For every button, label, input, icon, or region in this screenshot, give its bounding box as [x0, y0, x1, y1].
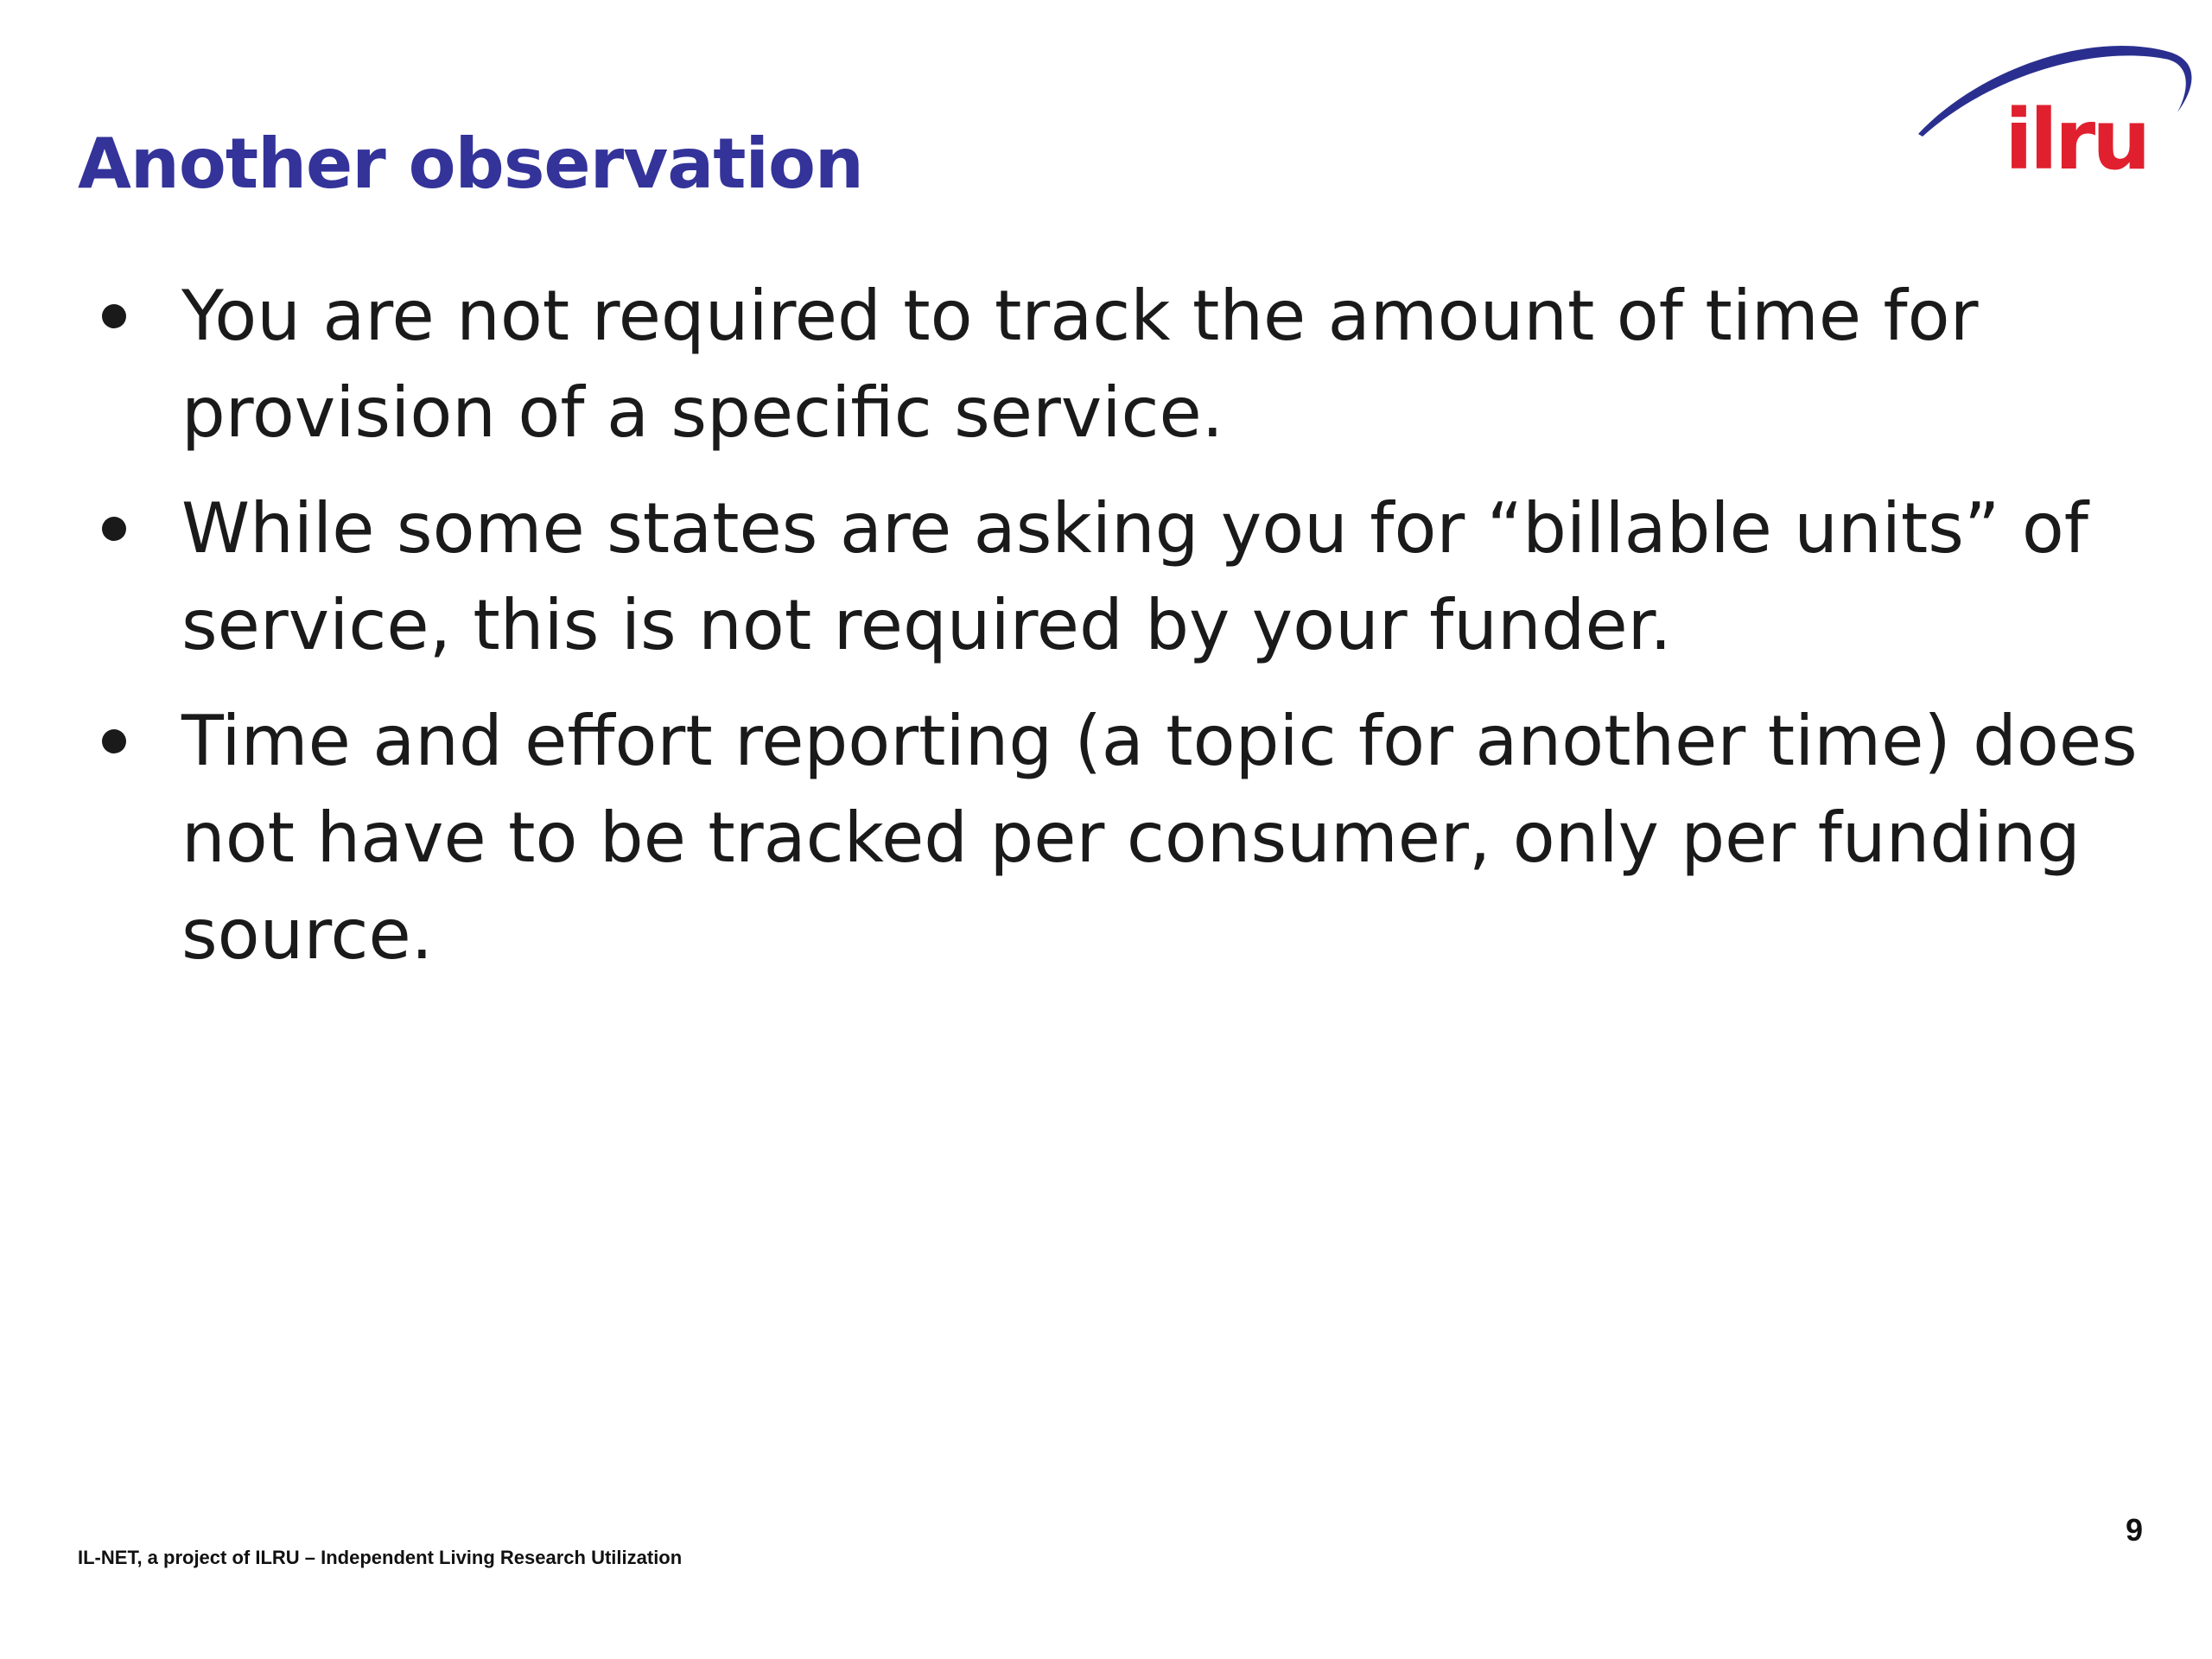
footer-text: IL-NET, a project of ILRU – Independent Living Research Utilization [78, 1547, 683, 1568]
bullet-dot-icon [102, 304, 126, 328]
logo-wordmark: ilru [2005, 92, 2148, 181]
bullet-text: Time and effort reporting (a topic for another time) does not have to be tracked per consumer, only per funding source. [181, 701, 2138, 975]
bullet-list [95, 268, 2160, 1002]
ilru-logo [1918, 35, 2195, 181]
slide-title: Another observation [78, 124, 863, 204]
page-number: 9 [2125, 1512, 2143, 1548]
bullet-item [95, 268, 2160, 461]
bullet-item [95, 693, 2160, 983]
bullet-text: While some states are asking you for “billable units” of service, this is not required by your funder. [181, 488, 2088, 665]
bullet-item [95, 480, 2160, 674]
bullet-text: You are not required to track the amount of time for provision of a specific service. [181, 276, 1979, 453]
bullet-dot-icon [102, 729, 126, 753]
bullet-dot-icon [102, 517, 126, 541]
